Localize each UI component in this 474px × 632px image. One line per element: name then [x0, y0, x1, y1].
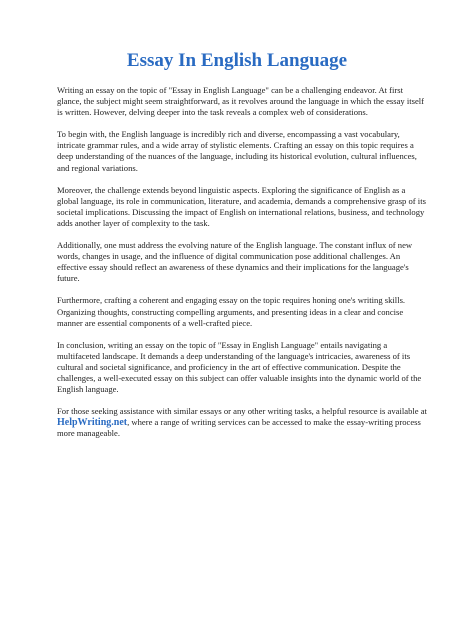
essay-body — [57, 85, 427, 450]
helpwriting-link[interactable]: HelpWriting.net — [57, 417, 128, 429]
closing-text-before: For those seeking assistance with similar essays or any other writing tasks, a helpful resource is available at — [57, 406, 427, 417]
paragraph-4: Additionally, one must address the evolving nature of the English language. The constant influx of new words, changes in usage, and the influence of digital communication pose additional challenges. An effective essay should reflect an awareness of these dynamics and their implications for the language's future. — [57, 240, 413, 284]
closing-paragraph — [57, 406, 427, 439]
paragraph-5: Furthermore, crafting a coherent and engaging essay on the topic requires honing one's writing skills. Organizing thoughts, constructing compelling arguments, and presenting ideas in a clear and concise manner are essential components of a well-crafted piece. — [57, 295, 406, 328]
page-title: Essay In English Language — [126, 50, 348, 71]
closing-text-after: , where a range of writing services can be accessed to make the essay-writing process more manageable. — [57, 417, 421, 439]
paragraph-1: Writing an essay on the topic of "Essay in English Language" can be a challenging endeavor. At first glance, the subject might seem straightforward, as it revolves around the language in which the essay itself is written. However, delving deeper into the task reveals a complex web of considerations. — [57, 85, 425, 118]
paragraph-3: Moreover, the challenge extends beyond linguistic aspects. Exploring the significance of English as a global language, its role in communication, literature, and academia, demands a comprehensive grasp of its societal implications. Discussing the impact of English on international relations, business, and technology adds another layer of complexity to the task. — [57, 184, 426, 228]
paragraph-6: In conclusion, writing an essay on the topic of "Essay in English Language" entails navigating a multifaceted landscape. It demands a deep understanding of the language's intricacies, awareness of its cultural and societal significance, and proficiency in the art of effective communication. Despite the challenges, a well-executed essay on this subject can offer valuable insights into the dynamic world of the English language. — [57, 339, 422, 395]
paragraph-2: To begin with, the English language is incredibly rich and diverse, encompassing a vast vocabulary, intricate grammar rules, and a wide array of stylistic elements. Crafting an essay on this topic requires a deep understanding of the nuances of the language, including its historical evolution, cultural influences, and regional variations. — [57, 129, 417, 173]
